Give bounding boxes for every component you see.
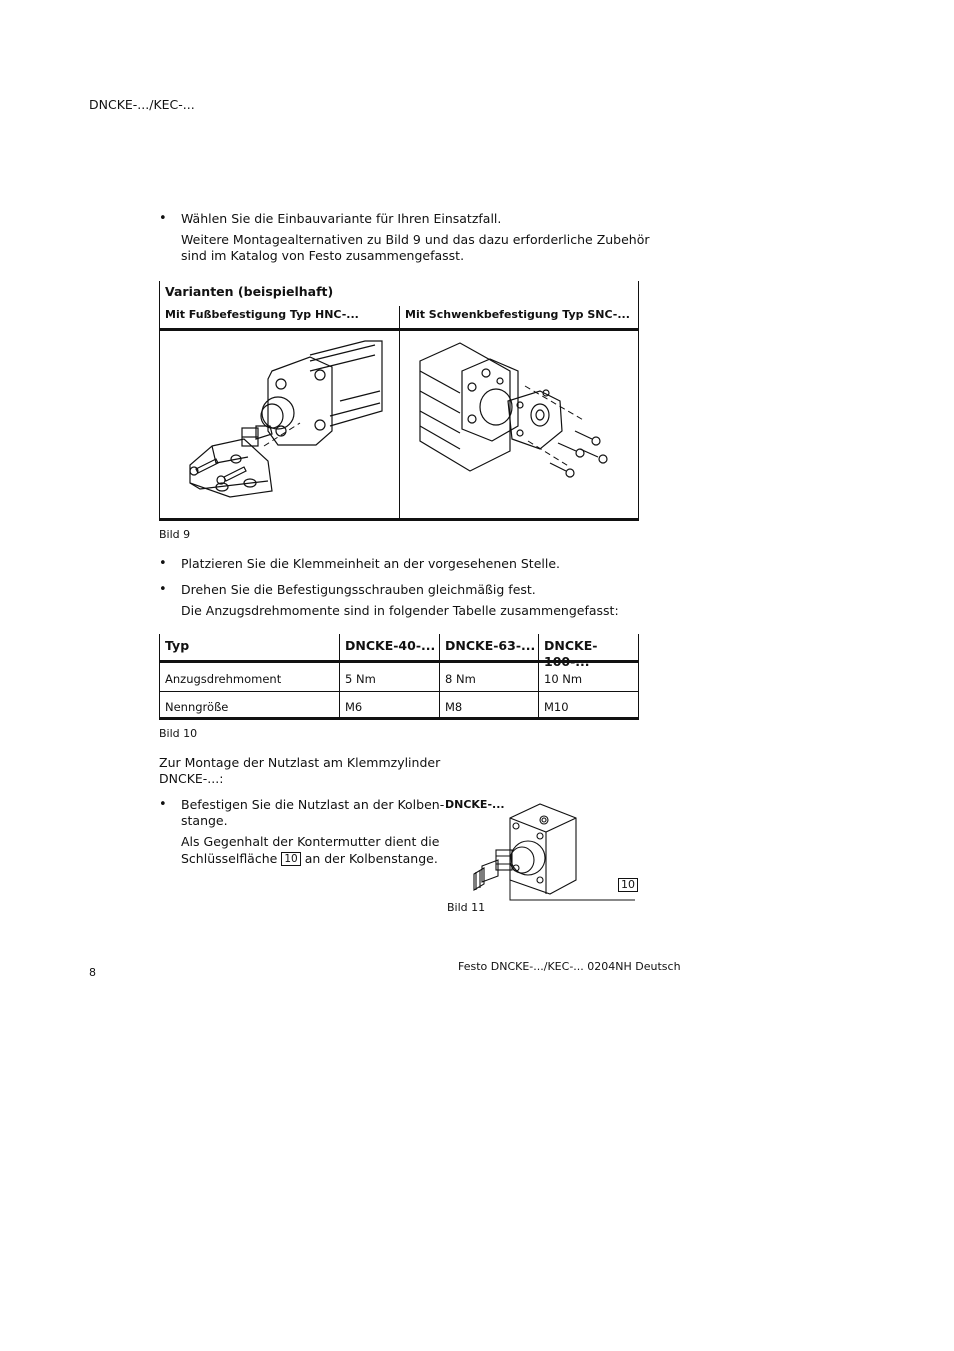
payload-intro-line2: DNCKE-...: xyxy=(159,771,224,786)
figure-label-dncke: DNCKE-... xyxy=(445,798,505,811)
note-counter-hold-line1: Als Gegenhalt der Kontermutter dient die xyxy=(181,834,440,849)
bullet: • xyxy=(159,582,167,597)
table-cell: M6 xyxy=(345,700,363,714)
variants-col-foot: Mit Fußbefestigung Typ HNC-... xyxy=(165,308,359,321)
variants-col-swivel: Mit Schwenkbefestigung Typ SNC-... xyxy=(405,308,630,321)
table-cell: Nenngröße xyxy=(165,700,229,714)
running-header: DNCKE-.../KEC-... xyxy=(89,97,195,112)
table-cell: Anzugsdrehmoment xyxy=(165,672,282,686)
callout-10: 10 xyxy=(618,878,638,892)
step-select-variant: Wählen Sie die Einbauvariante für Ihren Einsatzfall. xyxy=(181,211,502,226)
table-cell: M8 xyxy=(445,700,463,714)
header-dncke-40: DNCKE-40-... xyxy=(345,638,436,653)
note-torques: Die Anzugsdrehmomente sind in folgender Tabelle zusammengefasst: xyxy=(181,603,619,618)
variants-table xyxy=(159,281,639,521)
table-cell: 8 Nm xyxy=(445,672,476,686)
caption-bild-9: Bild 9 xyxy=(159,528,191,541)
note-alternatives-line2: sind im Katalog von Festo zusammengefasst. xyxy=(181,248,465,263)
table-cell: 10 Nm xyxy=(544,672,583,686)
bullet: • xyxy=(159,556,167,571)
table-cell: 5 Nm xyxy=(345,672,376,686)
note-text-pre: Schlüsselfläche xyxy=(181,851,278,866)
table-cell: M10 xyxy=(544,700,569,714)
header-dncke-63: DNCKE-63-... xyxy=(445,638,536,653)
reference-number: 10 xyxy=(281,852,300,866)
variants-title: Varianten (beispielhaft) xyxy=(165,284,334,299)
bullet: • xyxy=(159,797,167,812)
page-number: 8 xyxy=(89,966,96,979)
step-place-unit: Platzieren Sie die Klemmeinheit an der vorgesehenen Stelle. xyxy=(181,556,560,571)
step-attach-payload-line2: stange. xyxy=(181,813,228,828)
caption-bild-10: Bild 10 xyxy=(159,727,198,740)
note-counter-hold-line2 xyxy=(181,851,438,867)
foot-mounting-illustration xyxy=(160,331,398,518)
torque-table xyxy=(159,634,639,720)
footer-doc-info: Festo DNCKE-.../KEC-... 0204NH Deutsch xyxy=(458,960,681,973)
swivel-mounting-illustration xyxy=(400,331,638,518)
clamping-cylinder-illustration xyxy=(470,802,640,902)
header-dncke-100: DNCKE-100-... xyxy=(544,638,598,669)
note-alternatives-line1: Weitere Montagealternativen zu Bild 9 und das dazu erforderliche Zubehör xyxy=(181,232,650,247)
step-attach-payload-line1: Befestigen Sie die Nutzlast an der Kolben- xyxy=(181,797,445,812)
note-text-post: an der Kolbenstange. xyxy=(304,851,438,866)
payload-intro-line1: Zur Montage der Nutzlast am Klemmzylinder xyxy=(159,755,441,770)
bullet: • xyxy=(159,211,167,226)
header-typ: Typ xyxy=(165,638,190,653)
caption-bild-11: Bild 11 xyxy=(447,901,486,914)
step-tighten-screws: Drehen Sie die Befestigungsschrauben gleichmäßig fest. xyxy=(181,582,536,597)
